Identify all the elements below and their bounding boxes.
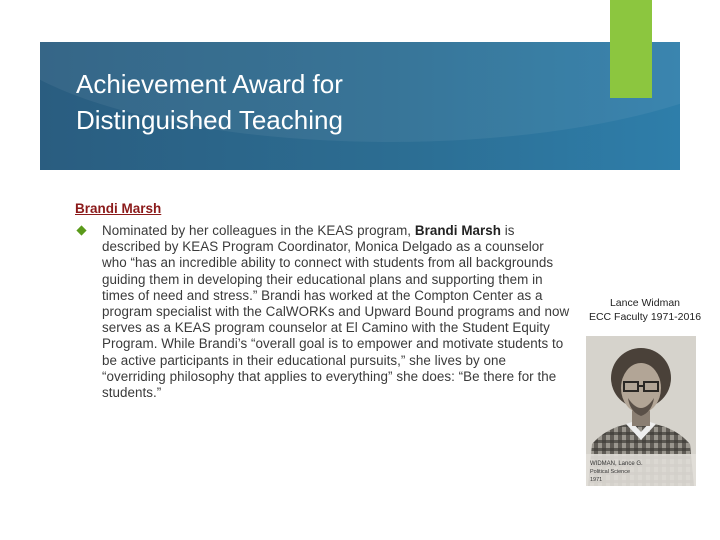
portrait-photo	[586, 336, 696, 486]
photo-caption-role: ECC Faculty 1971-2016	[588, 310, 702, 323]
bullet-text-bold-name: Brandi Marsh	[414, 223, 502, 238]
slide-title-line-2: Distinguished Teaching	[76, 105, 343, 135]
bullet-text-after: is described by KEAS Program Coordinator, Monica Delgado as a counselor who “has an incredible ability to connect with students from all backgrounds guiding them in developing their educational plans and supporting them in times of need and stress.” Brandi has worked at the Compton Center as a program specialist with the CalWORKs and Upward Bound programs and now serves as a KEAS program counselor at El Camino with the Student Equity Program. While Brandi’s “overall goal is to empower and motivate students to be active participants in their educational pursuits,” she lives by one “overriding philosophy that applies to everything” she does: “Be there for the students.”	[102, 223, 570, 401]
photo-caption	[575, 297, 715, 324]
name-heading: Brandi Marsh	[75, 201, 162, 216]
accent-square	[610, 0, 652, 98]
portrait-image	[586, 336, 696, 486]
photo-label-title: Political Science	[590, 469, 631, 475]
photo-caption-name: Lance Widman	[609, 297, 681, 309]
slide-title	[76, 66, 596, 138]
bullet-text	[102, 223, 572, 401]
bullet-text-before: Nominated by her colleagues in the KEAS program,	[102, 223, 415, 238]
slide-title-line-1: Achievement Award for	[76, 69, 343, 99]
photo-label-name: WIDMAN, Lance G.	[590, 461, 643, 467]
photo-label-year: 1971	[590, 477, 603, 483]
